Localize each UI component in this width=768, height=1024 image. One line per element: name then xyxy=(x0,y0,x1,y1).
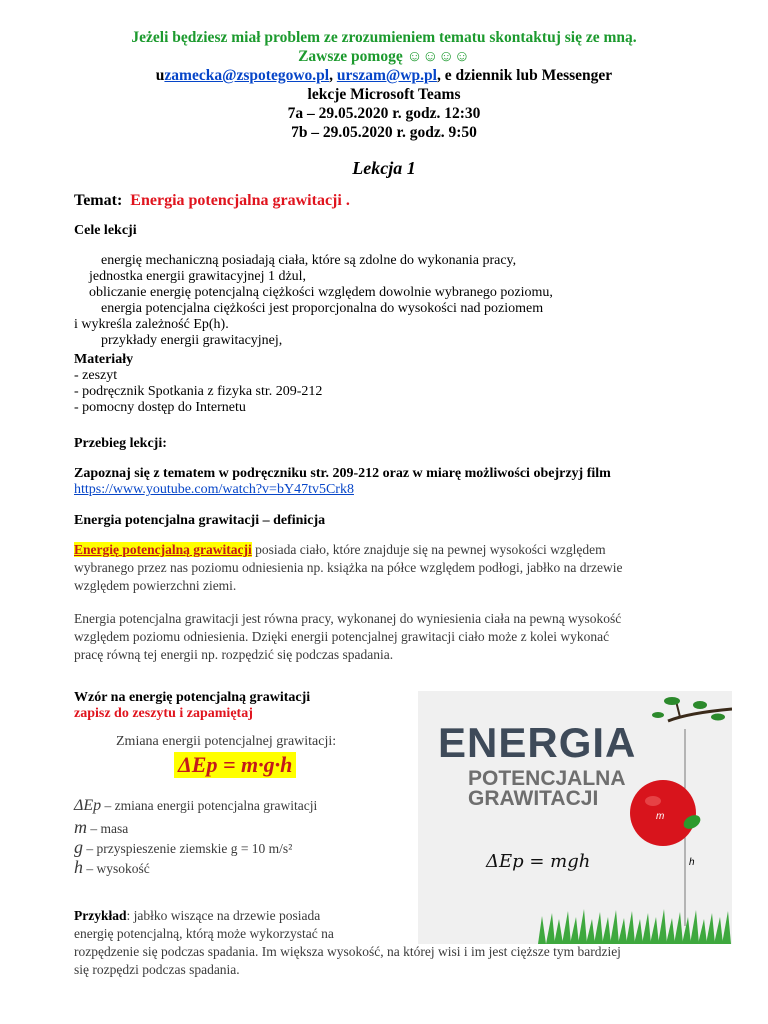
topic-text: Energia potencjalna grawitacji . xyxy=(130,192,350,209)
material-item: - podręcznik Spotkania z fizyka str. 209-212 xyxy=(74,384,323,399)
svg-text:m: m xyxy=(656,811,665,822)
leaf-icon xyxy=(664,697,680,705)
formula-legend: ΔEp – zmiana energii potencjalna grawitacji m – masa g – przyspieszenie ziemskie g = 10 m/s² h – wysokość xyxy=(74,797,318,877)
definition-paragraph-2: Energia potencjalna grawitacji jest równa pracy, wykonanej do wyniesienia ciała na pewną wysokość względem poziomu odniesienia. Dzięki energii potencjalnej grawitacji ciało może z kolei wykonać pracę równą tej energii np. rozpędzić się podczas spadania. xyxy=(74,611,622,662)
goal-item: jednostka energii grawitacyjnej 1 dżul, xyxy=(89,269,307,284)
email-link-2[interactable]: urszam@wp.pl xyxy=(336,67,437,84)
contact-header xyxy=(0,28,768,142)
image-subtitle: POTENCJALNA GRAWITACJI xyxy=(468,767,626,810)
image-formula: ΔEp = mgh xyxy=(486,851,591,872)
formula-heading: Wzór na energię potencjalną grawitacji xyxy=(74,690,311,705)
material-item: - pomocny dostęp do Internetu xyxy=(74,400,246,415)
svg-text:h: h xyxy=(689,857,695,868)
contact-line: uzamecka@zspotegowo.pl, urszam@wp.pl, e dziennik lub Messenger xyxy=(155,67,613,84)
materials-heading: Materiały xyxy=(74,352,134,367)
goals-heading: Cele lekcji xyxy=(74,223,137,238)
main-formula: ΔEp = m·g·h xyxy=(174,752,296,778)
header-line-2: Zawsze pomogę ☺☺☺☺ xyxy=(298,48,470,65)
image-title: ENERGIA xyxy=(438,719,637,766)
youtube-link[interactable]: https://www.youtube.com/watch?v=bY47tv5Crk8 xyxy=(74,482,354,497)
goal-item: obliczanie energię potencjalną ciężkości względem dowolnie wybranego poziomu, xyxy=(89,285,553,300)
material-item: - zeszyt xyxy=(74,368,118,383)
formula-subheading: zapisz do zeszytu i zapamiętaj xyxy=(74,706,253,721)
header-line-4: lekcje Microsoft Teams xyxy=(307,86,461,103)
goal-item: przykłady energii grawitacyjnej, xyxy=(101,333,283,348)
definition-paragraph-1: Energię potencjalną grawitacji posiada ciało, które znajduje się na pewnej wysokości względem wybranego przez nas poziomu odniesienia np. książka na półce względem podłogi, jabłko na drzewie względem powierzchni ziemi. xyxy=(74,542,623,593)
header-line-6: 7b – 29.05.2020 r. godz. 9:50 xyxy=(291,124,477,141)
instruction xyxy=(74,466,611,498)
materials xyxy=(74,352,322,416)
goal-item: energia potencjalna ciężkości jest proporcjonalna do wysokości nad poziomem xyxy=(101,301,544,316)
example-paragraph: Przykład: jabłko wiszące na drzewie posiada energię potencjalną, którą może wykorzystać na rozpędzenie się podczas spadania. Im większa wysokość, na której wisi i im jest cięższe tym bardziej się rozpędzi podczas spadania. xyxy=(74,908,621,977)
course-heading: Przebieg lekcji: xyxy=(74,436,167,451)
lesson-title: Lekcja 1 xyxy=(352,158,416,178)
example-label: Przykład xyxy=(74,908,127,923)
definition-heading: Energia potencjalna grawitacji – definicja xyxy=(74,513,326,528)
formula-caption: Zmiana energii potencjalnej grawitacji: xyxy=(116,734,337,749)
goal-continuation: i wykreśla zależność Ep(h). xyxy=(74,317,229,332)
goals-list xyxy=(74,253,694,349)
highlighted-term: Energię potencjalną grawitacji xyxy=(74,542,252,557)
topic-line xyxy=(74,192,350,210)
instruction-text: Zapoznaj się z tematem w podręczniku str. 209-212 oraz w miarę możliwości obejrzyj film xyxy=(74,466,611,481)
topic-label: Temat: xyxy=(74,192,123,209)
header-line-5: 7a – 29.05.2020 r. godz. 12:30 xyxy=(287,105,481,122)
header-line-1: Jeżeli będziesz miał problem ze zrozumieniem tematu skontaktuj się ze mną. xyxy=(131,29,637,46)
email-link-1[interactable]: zamecka@zspotegowo.pl xyxy=(164,67,330,84)
goal-item: energię mechaniczną posiadają ciała, które są zdolne do wykonania pracy, xyxy=(101,253,517,268)
